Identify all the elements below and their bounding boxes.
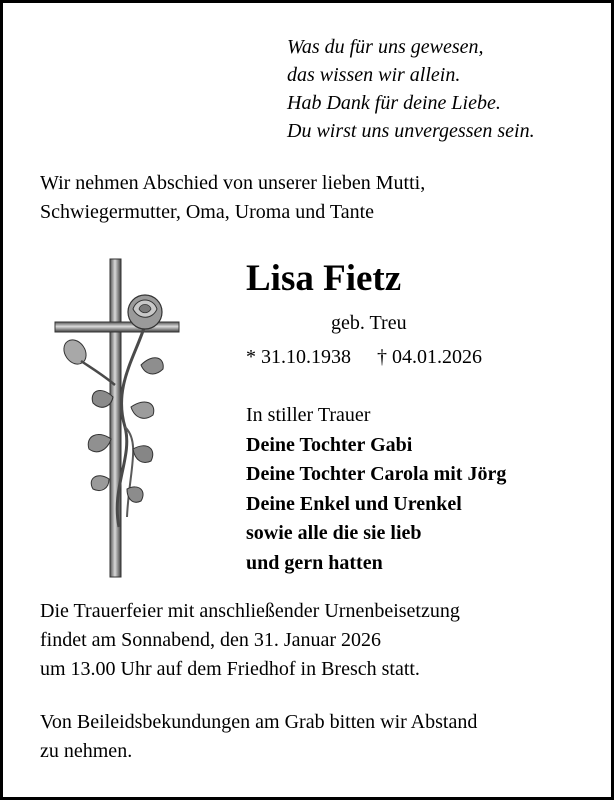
death-date: † 04.01.2026: [377, 346, 482, 368]
mourner-line: Deine Tochter Gabi: [246, 433, 413, 456]
service-line: Die Trauerfeier mit anschließender Urnenbeisetzung: [40, 600, 460, 622]
mourners-heading: In stiller Trauer: [246, 404, 371, 426]
poem-line: Hab Dank für deine Liebe.: [287, 92, 501, 114]
condolence-request: [40, 708, 477, 766]
birth-date: * 31.10.1938: [246, 346, 351, 368]
poem-line: das wissen wir allein.: [287, 64, 461, 86]
mourner-line: Deine Tochter Carola mit Jörg: [246, 463, 507, 485]
service-line: findet am Sonnabend, den 31. Januar 2026: [40, 629, 382, 651]
farewell-intro: [40, 169, 425, 227]
mourner-line: und gern hatten: [246, 551, 383, 574]
poem-line: Du wirst uns unvergessen sein.: [287, 120, 535, 142]
poem-line: Was du für uns gewesen,: [287, 36, 484, 58]
closing-line: Von Beileidsbekundungen am Grab bitten wir Abstand: [40, 711, 478, 733]
intro-line: Schwiegermutter, Oma, Uroma und Tante: [40, 201, 375, 223]
life-dates: [246, 343, 482, 371]
memorial-poem: [287, 33, 535, 145]
deceased-name: Lisa Fietz: [246, 258, 402, 299]
mourner-line: Deine Enkel und Urenkel: [246, 492, 462, 515]
maiden-name: geb. Treu: [331, 312, 407, 334]
cross-with-rose-icon: [53, 257, 183, 582]
closing-line: zu nehmen.: [40, 740, 133, 762]
funeral-service-info: [40, 597, 460, 684]
mourners-list: [246, 401, 506, 578]
service-line: um 13.00 Uhr auf dem Friedhof in Bresch statt.: [40, 658, 420, 680]
mourner-line: sowie alle die sie lieb: [246, 522, 422, 544]
intro-line: Wir nehmen Abschied von unserer lieben Mutti,: [40, 172, 426, 194]
